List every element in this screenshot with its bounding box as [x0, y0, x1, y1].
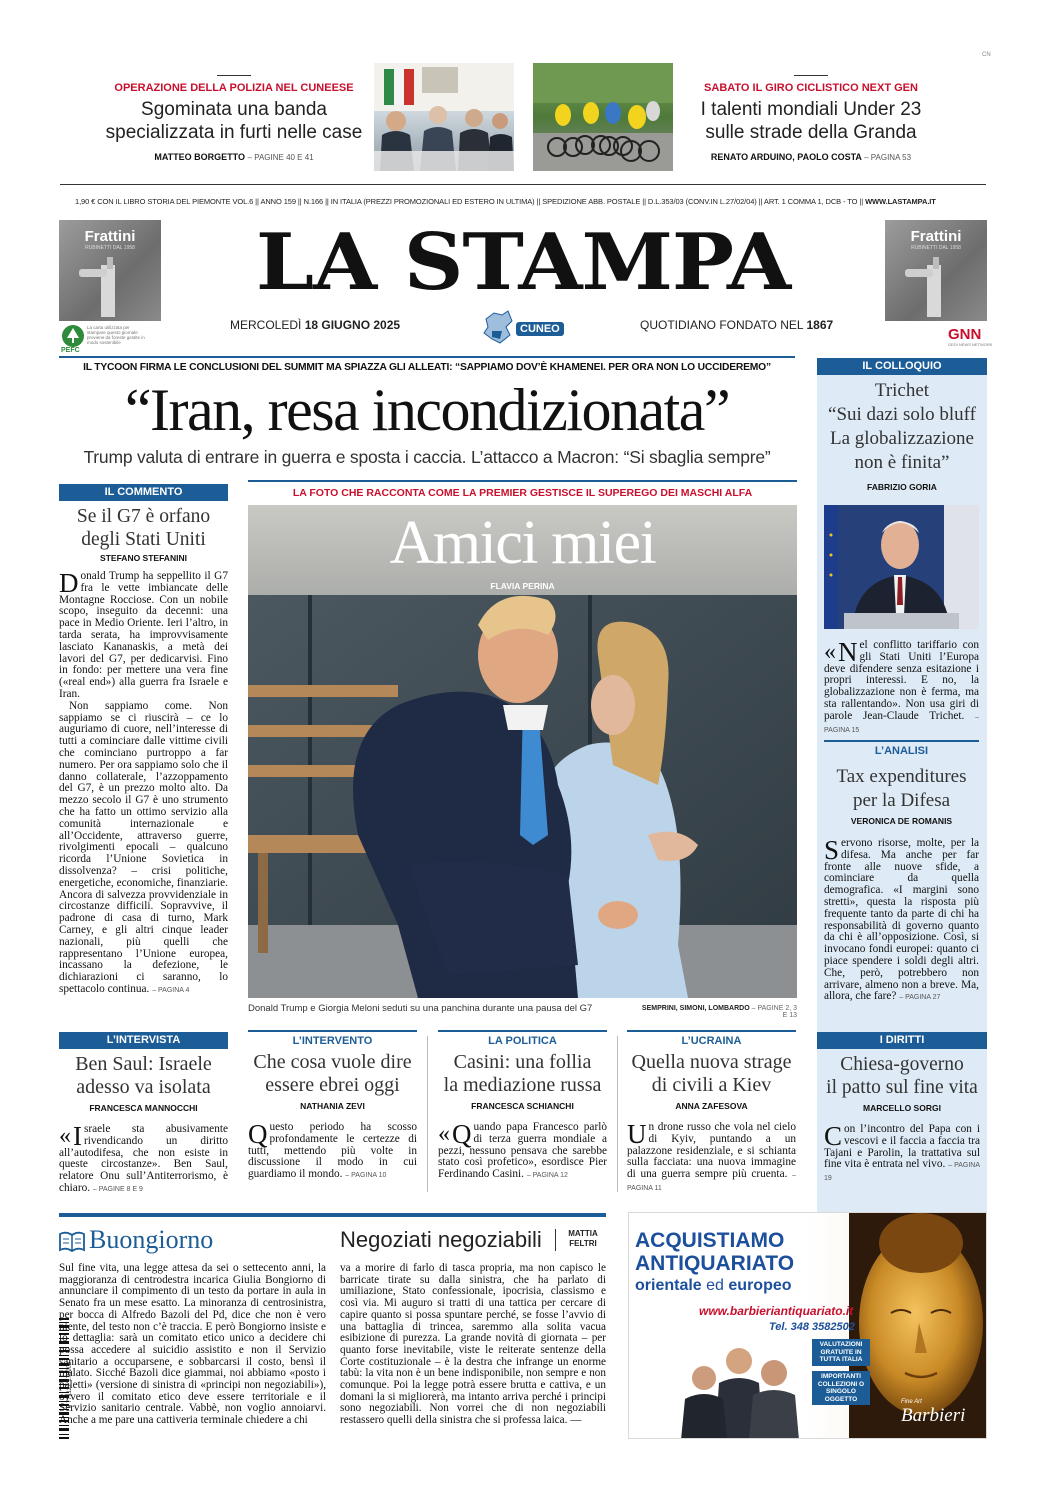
bottom-col-section: LA POLITICA	[438, 1030, 607, 1047]
dropcap: Q	[248, 1119, 268, 1149]
buongiorno-title: Buongiorno	[89, 1225, 214, 1254]
photo-headline: Amici miei	[389, 509, 656, 577]
top-rule	[60, 184, 986, 185]
pefc-tree-icon	[61, 324, 85, 348]
bottom-col-diritti[interactable]	[817, 1032, 987, 1185]
photo-top-rule	[248, 480, 797, 482]
bottom-col-intervista[interactable]	[59, 1032, 228, 1196]
trump-meloni-photo[interactable]	[248, 505, 797, 998]
cycling-race-photo[interactable]	[533, 63, 673, 171]
promo-kicker: SABATO IL GIRO CICLISTICO NEXT GEN	[704, 82, 918, 94]
dropcap: U	[627, 1119, 647, 1149]
photo-kicker: LA FOTO CHE RACCONTA COME LA PREMIER GESTISCE IL SUPEREGO DEI MASCHI ALFA	[292, 487, 753, 499]
promo-title-1: I talenti mondiali Under 23	[700, 99, 922, 120]
frattini-sub: RUBINETTI DAL 1958	[911, 245, 961, 251]
promo-rule	[794, 75, 828, 76]
bottom-col-body: « Q uando papa Francesco parlò di terza guerra mondiale a pezzi, nessuno pensava che sarebbe stato così profetico», esordisce Pier Ferdinando Casini. – PAGINA 12	[438, 1119, 607, 1181]
bottom-col-section: L’UCRAINA	[627, 1030, 796, 1047]
lead-top-rule	[59, 356, 795, 358]
bottom-col-title-1: Quella nuova strage	[631, 1051, 792, 1073]
police-photo-svg	[374, 63, 514, 171]
bottom-col-author: FRANCESCA MANNOCCHI	[89, 1103, 198, 1113]
colloquio-author: FABRIZIO GORIA	[867, 482, 937, 492]
corner-code: CN	[982, 52, 991, 58]
dropcap: S	[824, 835, 840, 865]
bottom-col-politica[interactable]	[438, 1030, 607, 1182]
gnn-label: GNN	[948, 326, 982, 343]
dropcap: C	[824, 1121, 843, 1151]
analisi-title-1: Tax expenditures	[836, 766, 967, 787]
quote-mark: «	[824, 639, 836, 665]
frattini-sub: RUBINETTI DAL 1958	[85, 245, 135, 251]
bottom-col-body: Un drone russo che vola nel cielo di Kyiv, puntando a un palazzone residenziale, e si schianta sulla facciata: una nuova immagine di una guerra sempre più cruenta. – PAGINA 11	[627, 1119, 796, 1192]
photo-author: FLAVIA PERINA	[490, 581, 555, 591]
analisi-title-2: per la Difesa	[852, 790, 951, 811]
ad-phone[interactable]: Tel. 348 3582502	[769, 1321, 855, 1333]
dropcap: D	[59, 568, 79, 598]
bottom-col-title-2: la mediazione russa	[443, 1074, 602, 1096]
promo-right[interactable]	[680, 75, 942, 162]
bottom-col-section: L’INTERVENTO	[248, 1030, 417, 1047]
bottom-col-title-2: adesso va isolata	[76, 1076, 211, 1098]
promo-left[interactable]	[100, 75, 368, 162]
frattini-ad-left[interactable]	[59, 220, 161, 321]
title-divider	[555, 1229, 556, 1251]
lead-subhead: Trump valuta di entrare in guerra e sposta i caccia. L’attacco a Macron: “Si sbaglia sempre”	[83, 447, 771, 467]
ad-url[interactable]: www.barbieriantiquariato.it	[699, 1304, 854, 1318]
promo-byline: RENATO ARDUINO, PAOLO COSTA – PAGINA 53	[710, 152, 912, 162]
commento-body-2: Non sappiamo come. Non sappiamo se ci riuscirà – ce lo auguriamo di cuore, nell’interesse di tutti a cominciare dalle vittime civili che cominciano purtroppo a far numero. Per ora sappiamo solo che il danno collaterale, l’azzoppamento del G7, è un prezzo molto alto. Da mezzo secolo il G7 è uno strumento che ha fatto un ottimo servizio alla comunità internazionale e all’Occidente, attraverso guerre, rivolgimenti epocali – qualcuno ricorda l’Unione Sovietica in dissolvenza? – crisi politiche, energetiche, economiche, finanziarie. Ancora di salvezza provvidenziale in circostanze difficili. Sopravvive, il padrone di casa di turno, Mark Carney, e gli altri cinque leader nazionali, più quelli che rappresentano l’Unione europea, incassano la defezione, le dichiarazioni ci saranno, lo spettacolo continua. – PAGINA 4	[59, 699, 228, 995]
colloquio-body: « N el conflitto tariffario con gli Stati Uniti l’Europa deve difendere senza esitazione i propri interessi. E no, la globalizzazione non è ferma, ma sta rallentando». Non usa giri di parole Jean-Claude Trichet. – PAGINA 15	[824, 637, 979, 734]
ad-headline-1: ACQUISTIAMO	[635, 1229, 785, 1252]
ad-box-collezioni: IMPORTANTI COLLEZIONI O SINGOLO OGGETTO	[812, 1371, 870, 1405]
commento-author: STEFANO STEFANINI	[100, 553, 187, 563]
buongiorno-author: MATTIA FELTRI	[568, 1229, 598, 1248]
dropcap: N	[838, 637, 858, 667]
frattini-brand: Frattini	[84, 228, 136, 245]
colloquio-column[interactable]	[817, 358, 987, 492]
pefc-note: La carta utilizzata per stampare questo giornale proviene da foreste gestite in modo sostenibile	[87, 325, 145, 345]
barcode-number: 9 771122 176003	[67, 1361, 73, 1408]
lead-headline[interactable]: “Iran, resa incondizionata”	[124, 377, 730, 443]
promo-title-2: specializzata in furti nelle case	[105, 122, 363, 143]
bottom-col-section: L’INTERVISTA	[59, 1032, 228, 1049]
bottom-col-title-1: Casini: una follia	[453, 1051, 592, 1073]
founded-line: QUOTIDIANO FONDATO NEL 1867	[640, 318, 834, 332]
main-photo-svg	[248, 505, 797, 998]
faucet-icon	[59, 251, 161, 321]
bottom-col-intervento[interactable]	[248, 1030, 417, 1182]
analisi-column[interactable]	[824, 740, 979, 1004]
lead-kicker: IL TYCOON FIRMA LE CONCLUSIONI DEL SUMMIT MA SPIAZZA GLI ALLEATI: “SAPPIAMO DOV’È KHAMENEI. PER ORA NON LO UCCIDEREMO”	[83, 362, 771, 373]
commento-title-1: Se il G7 è orfano	[76, 506, 211, 527]
buongiorno-col-2: va a morire di farlo di tasca propria, ma non capisco le barricate tirate su dalla sinistra, che ha parlato di umiliazione, Stato confessionale, ipocrisia, classismo e così via. Mi auguro si tratti di una tattica per cercare di capire quanto si possa spuntare perché, se fosse l’avvio di una battaglia di trincea, saremmo alla solita vacua esibizione di purezza. La grande novità di giornata – per quanto forse inevitabile, viste le reiterate sentenze della Corte costituzionale – è la destra che infrange un enorme tabù: la vita non è un bene indisponibile, non sempre e non comunque. Poi la legge potrà essere brutta e cattiva, e un domani la si migliorerà, ma intanto arriva perché i principi sono negoziabili. Non vorrei che di non negoziabili restassero quelli della sinistra che si professa laica. —	[340, 1262, 606, 1427]
quote-mark: «	[438, 1121, 450, 1147]
colloquio-section: IL COLLOQUIO	[817, 358, 987, 375]
police-press-photo[interactable]	[374, 63, 514, 171]
gnn-logo	[948, 327, 992, 347]
colloquio-title-2: “Sui dazi solo bluff	[828, 404, 976, 425]
ad-box-valutazioni: VALUTAZIONI GRATUITE IN TUTTA ITALIA	[812, 1339, 870, 1366]
faucet-icon	[885, 251, 987, 321]
bottom-col-author: ANNA ZAFESOVA	[675, 1101, 748, 1111]
masthead-title[interactable]: LA STAMPA	[255, 217, 791, 308]
buongiorno-rule	[59, 1213, 606, 1217]
edition-badge[interactable]	[478, 309, 564, 347]
promo-byline: MATTEO BORGETTO – PAGINE 40 E 41	[154, 152, 314, 162]
photo-credits: SEMPRINI, SIMONI, LOMBARDO – PAGINE 2, 3 E 13	[641, 1005, 797, 1019]
pefc-label: PEFC	[61, 347, 80, 354]
bottom-col-title-2: essere ebrei oggi	[265, 1074, 400, 1096]
promo-title-2: sulle strade della Granda	[705, 122, 917, 143]
bottom-col-author: FRANCESCA SCHIANCHI	[471, 1101, 574, 1111]
colloquio-title-4: non è finita”	[854, 452, 950, 473]
bottom-col-body: « I sraele sta abusivamente rivendicando un diritto all’autodifesa, che non esiste in queste circostanze». Ben Saul, relatore Onu sull’Antiterrorismo, è chiaro. – PAGINE 8 E 9	[59, 1121, 228, 1194]
cycling-photo-svg	[533, 63, 673, 171]
commento-body: Donald Trump ha seppellito il G7 fra le vette imbiancate delle Montagne Rocciose. Con un nobile scopo, inseguito da decenni: una pace in Medio Oriente. Ieri l’altro, in tarda serata, ha improvvisamente lasciato Kananaskis, a metà dei lavori del G7, per dedicarvisi. Fino in fondo: per mettere una vera fine («real end») alla guerra fra Israele e Iran.	[59, 568, 228, 700]
commento-title-2: degli Stati Uniti	[81, 529, 206, 550]
trichet-photo[interactable]	[824, 505, 979, 629]
dropcap: I	[73, 1121, 82, 1151]
ad-headline-3: orientale ed europeo	[635, 1277, 792, 1294]
gnn-sub: GEDI NEWS NETWORK	[948, 342, 993, 347]
promo-kicker: OPERAZIONE DELLA POLIZIA NEL CUNEESE	[114, 82, 354, 94]
bottom-col-section: I DIRITTI	[817, 1032, 987, 1049]
bottom-col-author: MARCELLO SORGI	[863, 1103, 941, 1113]
bottom-col-body: Con l’incontro del Papa con i vescovi e il faccia a faccia tra Tajani e Parolin, la trattativa sul fine vita è entrata nel vivo. – PAGINA 19	[824, 1121, 981, 1183]
bottom-col-title-2: il patto sul fine vita	[826, 1077, 978, 1098]
analisi-section: L’ANALISI	[824, 740, 979, 757]
promo-title-1: Sgominata una banda	[141, 99, 327, 120]
edition-label: CUNEO	[516, 322, 564, 336]
buongiorno-article-title: Negoziati negoziabili	[340, 1227, 542, 1252]
dropcap: Q	[452, 1119, 472, 1149]
frattini-ad-right[interactable]	[885, 220, 987, 321]
pefc-logo	[59, 324, 161, 354]
ad-signature: Fine Art Barbieri	[901, 1399, 966, 1426]
open-book-icon	[59, 1230, 85, 1252]
antiquariato-ad[interactable]	[628, 1212, 987, 1439]
piedmont-map-icon	[478, 309, 518, 347]
colloquio-title-1: Trichet	[874, 380, 930, 401]
quote-mark: «	[59, 1123, 71, 1149]
promo-rule	[217, 75, 251, 76]
ad-headline-2: ANTIQUARIATO	[635, 1252, 795, 1275]
analisi-author: VERONICA DE ROMANIS	[850, 816, 953, 826]
price-info-line: 1,90 € CON IL LIBRO STORIA DEL PIEMONTE VOL.6 || ANNO 159 || N.166 || IN ITALIA (PREZZI PROMOZIONALI ED ESTERO IN ULTIMA) || SPEDIZIONE ABB. POSTALE || D.L.353/03 (CONV.IN L.27/02/04) || ART. 1 COMMA 1, DCB - TO || WWW.LASTAMPA.IT	[75, 197, 936, 206]
bottom-col-body: Questo periodo ha scosso profondamente le certezze di tutti, mettendo più volte in discussione il modo in cui guardiamo il mondo. – PAGINA 10	[248, 1119, 417, 1181]
bottom-col-title-2: di civili a Kiev	[651, 1074, 772, 1096]
bottom-col-author: NATHANIA ZEVI	[300, 1101, 365, 1111]
commento-section: IL COMMENTO	[59, 484, 228, 501]
bottom-col-title-1: Che cosa vuole dire	[253, 1051, 412, 1073]
buongiorno-col-1: Sul fine vita, una legge attesa da sei o settecento anni, la maggioranza di centrodestra incarica Giulia Bongiorno di annunciare il compimento di un testo da portare in aula in Senato fra un mese esatto. La minoranza di centrosinistra, per bocca di Alfredo Bazoli del Pd, dice che non è vero niente, del testo non c’è traccia. E però Bongiorno insiste e lo dettaglia: sarà un comitato etico unico a decidere chi possa accedere al suicidio assistito e non il Servizio sanitario a occuparsene, e sobbarcarsi il costo, bensì il malato. Sicché Bazoli dice giammai, noi abbiamo «posto i paletti» (versione di sinistra di «principi non negoziabili»), ovvero il comitato etico deve essere territoriale e il Servizio sanitario centrale. Vabbè, non voglio annoiarvi. Anche a me pare una cattiveria terminale chiedere a chi	[59, 1262, 326, 1427]
colloquio-title-3: La globalizzazione	[829, 428, 974, 449]
issue-date: MERCOLEDÌ 18 GIUGNO 2025	[230, 318, 401, 332]
commento-column[interactable]	[59, 484, 228, 997]
bottom-col-title-1: Ben Saul: Israele	[75, 1053, 212, 1075]
bottom-col-ucraina[interactable]	[627, 1030, 796, 1195]
analisi-body: Servono risorse, molte, per la difesa. Ma anche per far fronte alle nuove sfide, a cominciare da quella demografica. «I margini sono stretti», questa la risposta più frequente tanto da parte di chi ha responsabilità di governo quanto da chi è all’opposizione. Così, si invocano fondi europei: quanto ci piace spendere i soldi degli altri. Che, però, potrebbero non arrivare, almeno non a breve. Ma, allora, che fare? – PAGINA 27	[824, 835, 979, 1003]
trichet-photo-svg	[824, 505, 979, 629]
bottom-col-title-1: Chiesa-governo	[840, 1054, 964, 1075]
frattini-brand: Frattini	[910, 228, 962, 245]
photo-caption: Donald Trump e Giorgia Meloni seduti su una panchina durante una pausa del G7	[248, 1003, 593, 1014]
column-divider	[427, 1036, 428, 1192]
column-divider	[617, 1036, 618, 1192]
